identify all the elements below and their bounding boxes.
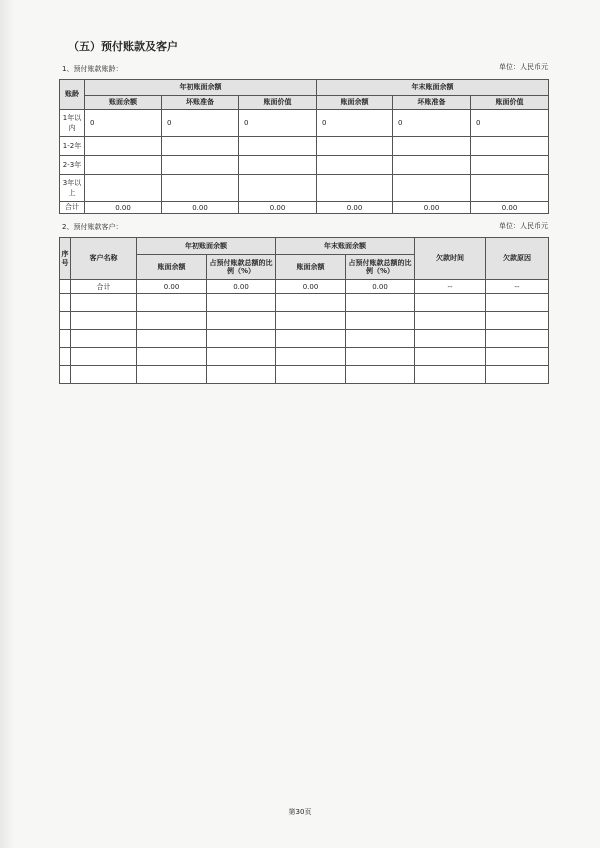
cell (162, 175, 239, 202)
table-row (60, 175, 549, 202)
cell: 0 (393, 110, 471, 137)
cell: -- (486, 280, 549, 294)
table-row (60, 294, 549, 312)
table1-caption: 1、预付账款账龄： (62, 65, 123, 73)
cell (471, 156, 549, 175)
cell: 0.00 (85, 202, 162, 214)
aging-label: 1-2年 (60, 137, 85, 156)
overdue-time-header: 欠款时间 (415, 238, 486, 280)
cell (471, 137, 549, 156)
table-row (60, 366, 549, 384)
cell (317, 175, 393, 202)
sub-header: 账面价值 (239, 96, 317, 110)
aging-label: 2-3年 (60, 156, 85, 175)
page-number: 第30页 (288, 808, 312, 816)
cell: 0.00 (317, 202, 393, 214)
cell: 0 (162, 110, 239, 137)
sub-header: 占预付账款总额的比例（%） (207, 255, 276, 280)
table-row (60, 312, 549, 330)
cell: 0 (239, 110, 317, 137)
cell: 0.00 (471, 202, 549, 214)
cell: 0.00 (137, 280, 207, 294)
overdue-reason-header: 欠款原因 (486, 238, 549, 280)
customer-name-header: 客户名称 (71, 238, 137, 280)
cell (393, 175, 471, 202)
cell: 0.00 (346, 280, 415, 294)
cell (85, 137, 162, 156)
cell (239, 175, 317, 202)
table-row (60, 156, 549, 175)
cell (85, 175, 162, 202)
prepaid-customer-table (59, 237, 549, 384)
sub-header: 账面价值 (471, 96, 549, 110)
sub-header: 占预付账款总额的比例（%） (346, 255, 415, 280)
cell (85, 156, 162, 175)
cell (393, 156, 471, 175)
cell (317, 137, 393, 156)
cell: 0 (317, 110, 393, 137)
closing-balance-header: 年末账面余额 (276, 238, 415, 255)
cell: 0.00 (207, 280, 276, 294)
aging-label: 1年以内 (60, 110, 85, 137)
total-row (60, 280, 549, 294)
cell: 0.00 (276, 280, 346, 294)
sub-header: 账面余额 (137, 255, 207, 280)
opening-balance-header: 年初账面余额 (137, 238, 276, 255)
table-row (60, 348, 549, 366)
opening-balance-header: 年初账面余额 (85, 80, 317, 96)
page-edge (0, 0, 14, 848)
total-label: 合计 (60, 202, 85, 214)
total-row (60, 202, 549, 214)
cell (162, 156, 239, 175)
section-title: （五）预付账款及客户 (68, 40, 178, 53)
cell (239, 137, 317, 156)
sub-header: 账面余额 (317, 96, 393, 110)
prepaid-aging-table (59, 79, 549, 214)
cell (393, 137, 471, 156)
table2-caption: 2、预付账款客户： (62, 223, 123, 231)
cell: 0.00 (239, 202, 317, 214)
cell (317, 156, 393, 175)
sub-header: 坏账准备 (162, 96, 239, 110)
table-row (60, 110, 549, 137)
sub-header: 账面余额 (276, 255, 346, 280)
cell (471, 175, 549, 202)
cell: 0 (471, 110, 549, 137)
cell: 0 (85, 110, 162, 137)
table2-unit: 单位：人民币元 (499, 222, 548, 230)
cell (60, 280, 71, 294)
sub-header: 账面余额 (85, 96, 162, 110)
total-label: 合计 (71, 280, 137, 294)
table-row (60, 137, 549, 156)
cell: 0.00 (393, 202, 471, 214)
cell: -- (415, 280, 486, 294)
table-row (60, 330, 549, 348)
sub-header: 坏账准备 (393, 96, 471, 110)
table1-unit: 单位：人民币元 (499, 63, 548, 71)
cell: 0.00 (162, 202, 239, 214)
aging-header: 账龄 (60, 80, 85, 110)
seq-header: 序号 (60, 238, 71, 280)
cell (239, 156, 317, 175)
aging-label: 3年以上 (60, 175, 85, 202)
closing-balance-header: 年末账面余额 (317, 80, 549, 96)
cell (162, 137, 239, 156)
